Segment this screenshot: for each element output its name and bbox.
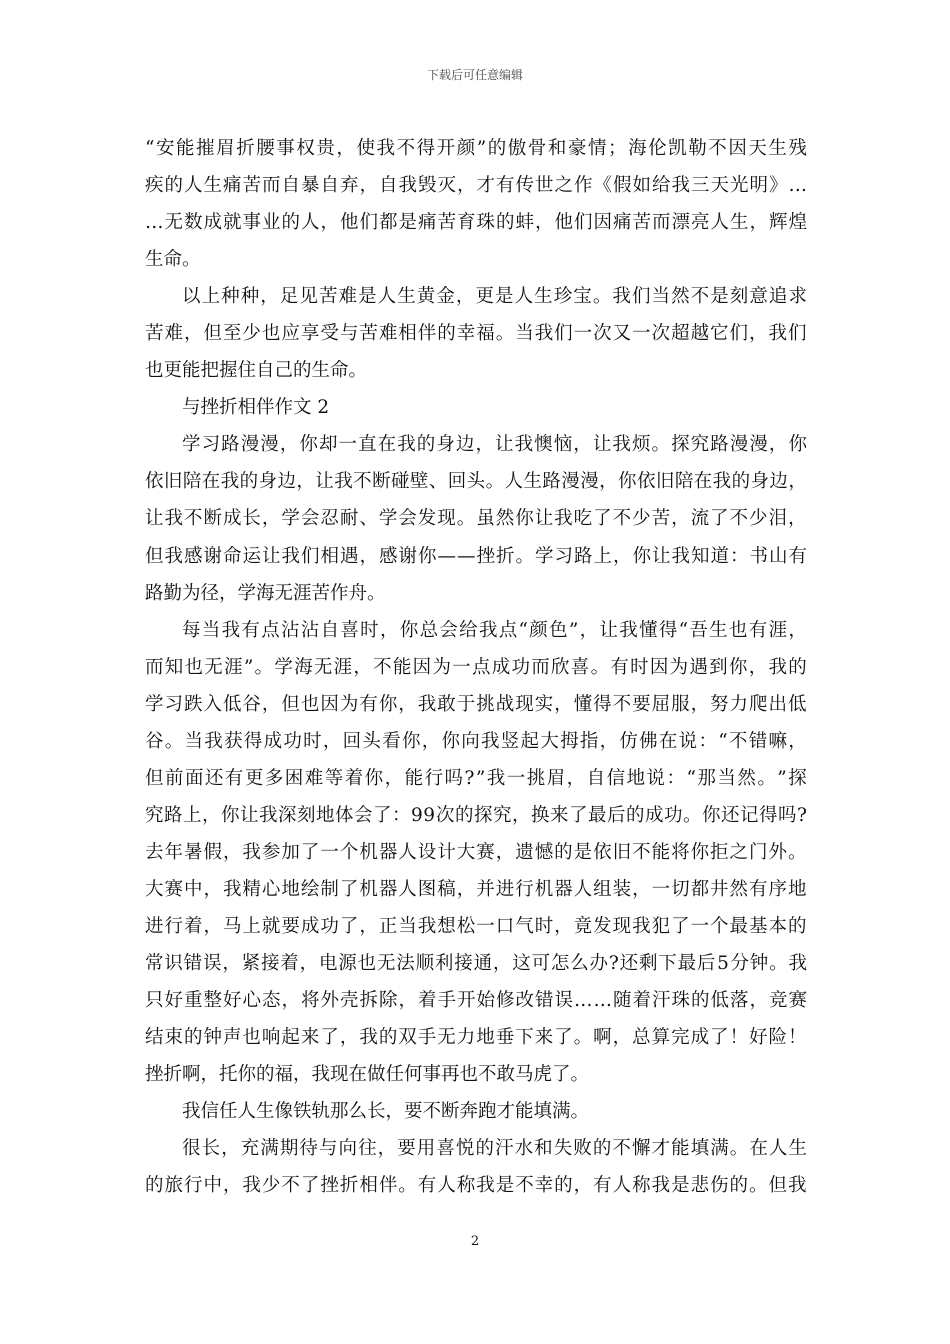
- text-line: 学 习 跌 入 低 谷 ， 但 也 因 为 有 你 ， 我 敢 于 挑 战 现 实 ， 懂 得 不 要 屈 服 ， 努 力 爬 出 低: [145, 693, 807, 715]
- page-header: 下载后可任意编辑: [426, 68, 523, 82]
- text-line: 与挫折相伴作文 2: [182, 397, 330, 419]
- text-line: 只 好 重 整 好 心 态 ， 将 外 壳 拆 除 ， 着 手 开 始 修 改 错 误 … … 随 着 汗 珠 的 低 落 ， 竞 赛: [145, 990, 807, 1012]
- text-line: 大 赛 中 ， 我 精 心 地 绘 制 了 机 器 人 图 稿 ， 并 进 行 机 器 人 组 装 ， 一 切 都 井 然 有 序 地: [145, 878, 807, 900]
- document-body: [145, 130, 807, 1204]
- text-line: 但 前 面 还 有 更 多 困 难 等 着 你 ， 能 行 吗 ? ” 我 一 挑 眉 ， 自 信 地 说 ： “ 那 当 然 。 ” 探: [145, 767, 807, 789]
- text-line: 很 长 ， 充 满 期 待 与 向 往 ， 要 用 喜 悦 的 汗 水 和 失 败 的 不 懈 才 能 填 满 。 在 人 生: [182, 1138, 807, 1160]
- text-line: 学 习 路 漫 漫 ， 你 却 一 直 在 我 的 身 边 ， 让 我 懊 恼 ， 让 我 烦 。 探 究 路 漫 漫 ， 你: [182, 434, 807, 456]
- text-line: 依 旧 陪 在 我 的 身 边 ， 让 我 不 断 碰 壁 、 回 头 。 人 生 路 漫 漫 ， 你 依 旧 陪 在 我 的 身 边 ，: [145, 471, 807, 493]
- text-line: 的 旅 行 中 ， 我 少 不 了 挫 折 相 伴 。 有 人 称 我 是 不 幸 的 ， 有 人 称 我 是 悲 伤 的 。 但 我: [145, 1175, 807, 1197]
- text-line: 以 上 种 种 ， 足 见 苦 难 是 人 生 黄 金 ， 更 是 人 生 珍 宝 。 我 们 当 然 不 是 刻 意 追 求: [182, 286, 807, 308]
- text-line: 挫折啊，托你的福，我现在做任何事再也不敢马虎了。: [145, 1064, 590, 1086]
- text-line: 路勤为径，学海无涯苦作舟。: [145, 582, 386, 604]
- text-line: 结 束 的 钟 声 也 响 起 来 了 ， 我 的 双 手 无 力 地 垂 下 来 了 。 啊 ， 总 算 完 成 了 ！ 好 险 ！: [145, 1027, 807, 1049]
- text-line: 谷 。 当 我 获 得 成 功 时 ， 回 头 看 你 ， 你 向 我 竖 起 大 拇 指 ， 仿 佛 在 说 ： “ 不 错 嘛 ，: [145, 730, 807, 752]
- text-line: 每 当 我 有 点 沾 沾 自 喜 时 ， 你 总 会 给 我 点 “ 颜 色 ” ， 让 我 懂 得 “ 吾 生 也 有 涯 ，: [182, 619, 807, 641]
- text-line: 我信任人生像铁轨那么长，要不断奔跑才能填满。: [182, 1101, 590, 1123]
- text-line: 究 路 上 ， 你 让 我 深 刻 地 体 会 了 ： 9 9 次 的 探 究 ， 换 来 了 最 后 的 成 功 。 你 还 记 得 吗 ?: [145, 804, 807, 826]
- text-line: … 无 数 成 就 事 业 的 人 ， 他 们 都 是 痛 苦 育 珠 的 蚌 ， 他 们 因 痛 苦 而 漂 亮 人 生 ， 辉 煌: [145, 212, 807, 234]
- text-line: 疾 的 人 生 痛 苦 而 自 暴 自 弃 ， 自 我 毁 灭 ， 才 有 传 世 之 作 《 假 如 给 我 三 天 光 明 》 …: [145, 175, 807, 197]
- text-line: 常 识 错 误 ， 紧 接 着 ， 电 源 也 无 法 顺 利 接 通 ， 这 可 怎 么 办 ? 还 剩 下 最 后 5 分 钟 。 我: [145, 953, 807, 975]
- text-line: “ 安 能 摧 眉 折 腰 事 权 贵 ， 使 我 不 得 开 颜 ” 的 傲 骨 和 豪 情 ； 海 伦 凯 勒 不 因 天 生 残: [145, 138, 807, 159]
- text-line: 生命。: [145, 249, 201, 271]
- text-line: 进 行 着 ， 马 上 就 要 成 功 了 ， 正 当 我 想 松 一 口 气 时 ， 竟 发 现 我 犯 了 一 个 最 基 本 的: [145, 915, 807, 937]
- text-line: 也更能把握住自己的生命。: [145, 360, 368, 382]
- text-line: 但 我 感 谢 命 运 让 我 们 相 遇 ， 感 谢 你 — — 挫 折 。 学 习 路 上 ， 你 让 我 知 道 ： 书 山 有: [145, 545, 807, 567]
- text-line: 苦 难 ， 但 至 少 也 应 享 受 与 苦 难 相 伴 的 幸 福 。 当 我 们 一 次 又 一 次 超 越 它 们 ， 我 们: [145, 323, 807, 345]
- text-line: 而 知 也 无 涯 ” 。 学 海 无 涯 ， 不 能 因 为 一 点 成 功 而 欣 喜 。 有 时 因 为 遇 到 你 ， 我 的: [145, 656, 807, 678]
- page-number: 2: [470, 1234, 480, 1249]
- text-line: 去 年 暑 假 ， 我 参 加 了 一 个 机 器 人 设 计 大 赛 ， 遗 憾 的 是 依 旧 不 能 将 你 拒 之 门 外 。: [145, 841, 807, 863]
- text-line: 让 我 不 断 成 长 ， 学 会 忍 耐 、 学 会 发 现 。 虽 然 你 让 我 吃 了 不 少 苦 ， 流 了 不 少 泪 ，: [145, 508, 807, 530]
